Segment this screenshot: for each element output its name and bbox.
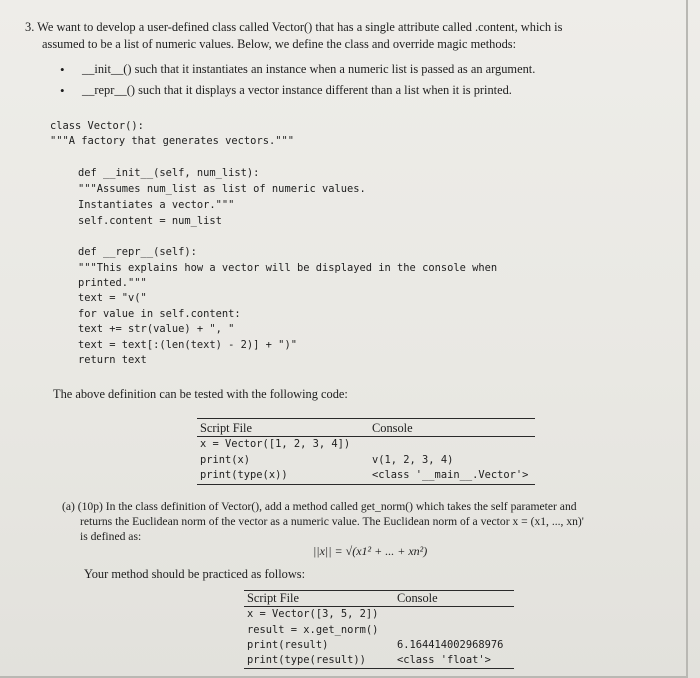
code-line-6: self.content = num_list <box>78 215 222 227</box>
code-line-12: text += str(value) + ", " <box>78 323 235 335</box>
code-line-3: def __init__(self, num_list): <box>78 167 260 179</box>
code-line-11: for value in self.content: <box>78 308 241 320</box>
code-line-5: Instantiates a vector.""" <box>78 199 235 211</box>
table1-console-row-3: <class '__main__.Vector'> <box>372 469 529 481</box>
code-line-4: """Assumes num_list as list of numeric values. <box>78 183 366 195</box>
norm-formula: ||x|| = √(x1² + ... + xn²) <box>313 544 428 558</box>
table2-script-row-1: x = Vector([3, 5, 2]) <box>247 608 379 620</box>
table2-console-row-4: <class 'float'> <box>397 654 491 666</box>
table2-script-row-3: print(result) <box>247 639 329 651</box>
table1-header-script: Script File <box>200 421 252 435</box>
code-line-9: printed.""" <box>78 277 147 289</box>
table1-bottom-rule <box>197 484 535 485</box>
table1-script-row-3: print(type(x)) <box>200 469 288 481</box>
table2-script-row-2: result = x.get_norm() <box>247 624 379 636</box>
table2-console-row-3: 6.164414002968976 <box>397 639 504 651</box>
part-a-line3: is defined as: <box>80 530 142 543</box>
code-line-13: text = text[:(len(text) - 2)] + ")" <box>78 339 297 351</box>
table1-script-row-1: x = Vector([1, 2, 3, 4]) <box>200 438 351 450</box>
table1-console-row-2: v(1, 2, 3, 4) <box>372 454 454 466</box>
bullet-init: • __init__() such that it instantiates an instance when a numeric list is passed as an argument. <box>82 62 535 77</box>
test-intro: The above definition can be tested with the following code: <box>53 387 348 401</box>
bullet-repr: • __repr__() such that it displays a vector instance different than a list when it is printed. <box>82 83 512 98</box>
table2-bottom-rule <box>244 668 514 669</box>
code-line-1: class Vector(): <box>50 120 144 132</box>
table2-script-row-4: print(type(result)) <box>247 654 366 666</box>
code-line-2: """A factory that generates vectors.""" <box>50 135 294 147</box>
code-line-7: def __repr__(self): <box>78 246 197 258</box>
code-line-8: """This explains how a vector will be displayed in the console when <box>78 262 498 274</box>
table2-header-script: Script File <box>247 591 299 605</box>
question-intro-line1: 3. We want to develop a user-defined class called Vector() that has a single attribute called .content, which is <box>25 20 563 34</box>
code-line-10: text = "v(" <box>78 292 147 304</box>
table2-header-console: Console <box>397 591 438 605</box>
question-intro-line2: assumed to be a list of numeric values. Below, we define the class and override magic methods: <box>42 37 517 51</box>
table1-top-rule <box>197 418 535 419</box>
practice-intro: Your method should be practiced as follows: <box>84 567 306 581</box>
code-line-14: return text <box>78 354 147 366</box>
part-a-line1: (a) (10p) In the class definition of Vector(), add a method called get_norm() which takes the self parameter and <box>62 500 577 513</box>
part-a-line2: returns the Euclidean norm of the vector as a numeric value. The Euclidean norm of a vector x = (x1, ..., xn)' <box>80 515 584 528</box>
table1-header-console: Console <box>372 421 413 435</box>
table1-script-row-2: print(x) <box>200 454 251 466</box>
